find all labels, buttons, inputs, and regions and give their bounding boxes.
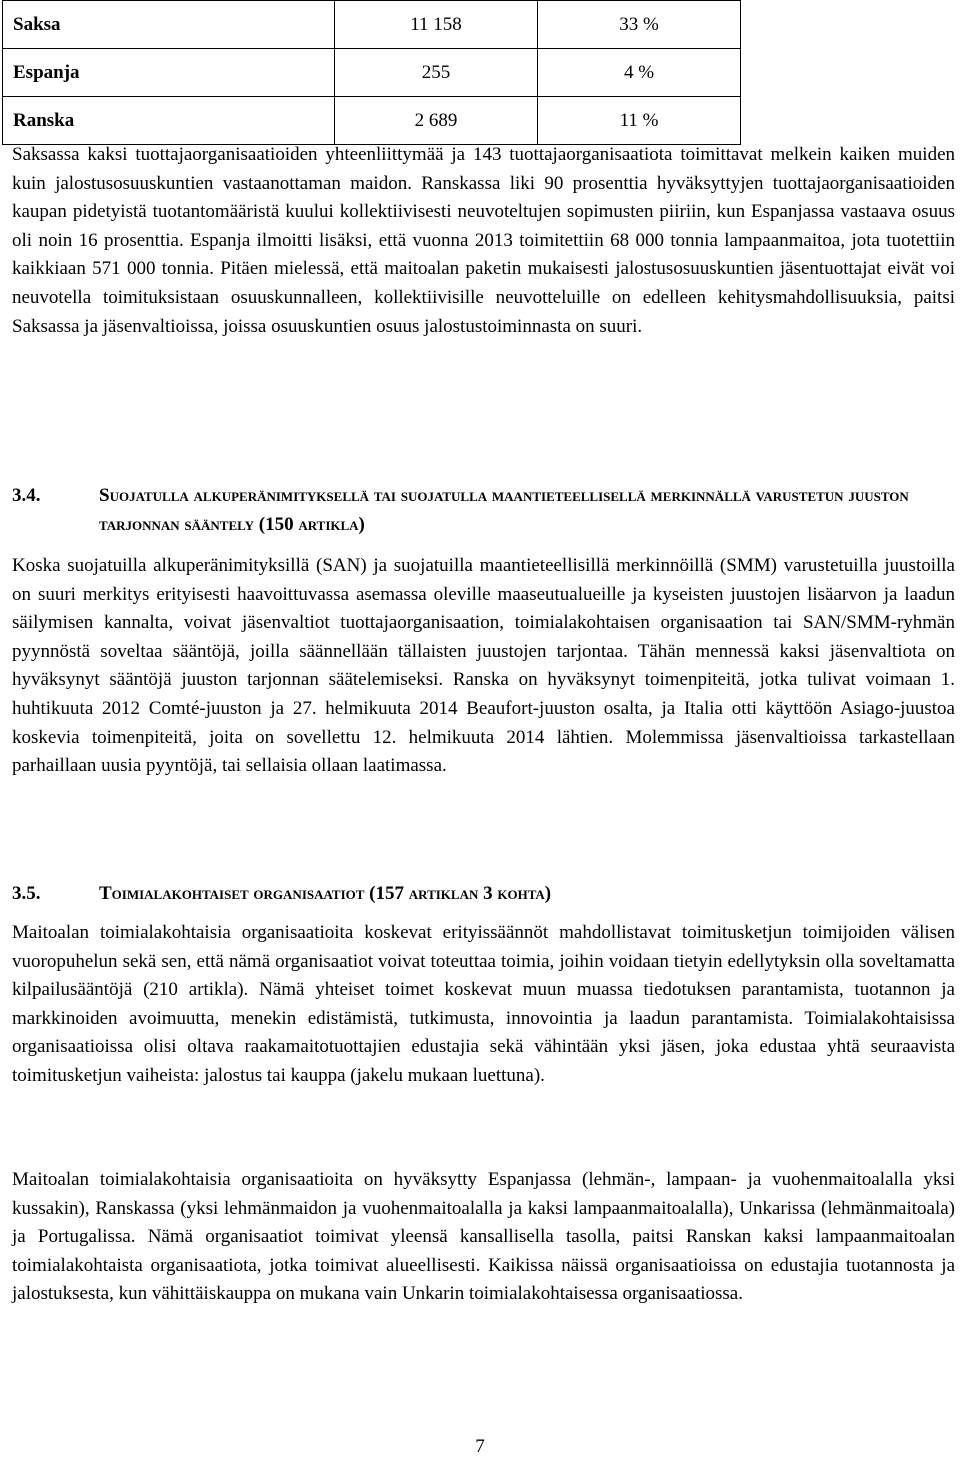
country-statistics-table xyxy=(2,0,741,145)
table-row xyxy=(3,49,741,97)
paragraph-interbranch-recognised: Maitoalan toimialakohtaisia organisaatioita on hyväksytty Espanjassa (lehmän-, lampaan- ja vuohenmaitoalalla yksi kussakin), Ranskassa (yksi lehmänmaidon ja vuohenmaitoalalla ja kaksi lampaanmaitoalalla), Unkarissa (lehmänmaitoala) ja Portugalissa. Nämä organisaatiot toimivat yleensä kansallisella tasolla, paitsi Ranskan kaksi lampaanmaitoalan toimialakohtaista organisaatiota, jotka toimivat alueellisesti. Kaikissa näissä organisaatioissa on edustajia tuotannosta ja jalostuksesta, kun vähittäiskauppa on mukana vain Unkarin toimialakohtaisessa organisaatiossa. xyxy=(12,1169,955,1305)
count-cell: 11 158 xyxy=(335,1,538,49)
count-cell: 255 xyxy=(335,49,538,97)
paragraph-cheese-supply: Koska suojatuilla alkuperänimityksillä (SAN) ja suojatuilla maantieteellisillä merkinnöillä (SMM) varustetuilla juustoilla on suuri merkitys erityisesti haavoittuvassa asemassa oleville maaseutualueille ja kyseisten juustojen lisäarvon ja laadun säilymisen kannalta, voivat jäsenvaltiot tuottajaorganisaation, toimialakohtaisen organisaation tai SAN/SMM-ryhmän pyynnöstä soveltaa sääntöjä, joilla säännellään tällaisten juustojen tarjontaa. Tähän mennessä kaksi jäsenvaltiota on hyväksynyt sääntöjä juuston tarjonnan säätelemiseksi. Ranska on hyväksynyt toimenpiteitä, jotka tulivat voimaan 1. huhtikuuta 2012 Comté-juuston ja 27. helmikuuta 2014 Beaufort-juuston osalta, ja Italia otti käyttöön Asiago-juustoa koskevia toimenpiteitä, joita on sovellettu 12. helmikuuta 2014 lähtien. Molemmissa jäsenvaltioissa tarkastellaan parhaillaan uusia pyyntöjä, tai sellaisia ollaan laatimassa. xyxy=(12,555,955,777)
percent-cell: 33 % xyxy=(538,1,741,49)
section-title: Suojatulla alkuperänimityksellä tai suojatulla maantieteellisellä merkinnällä varustetun juuston tarjonnan sääntely (150 artikla) xyxy=(99,485,909,535)
table-row xyxy=(3,97,741,145)
country-cell: Espanja xyxy=(3,49,335,97)
country-cell: Ranska xyxy=(3,97,335,145)
paragraph-producer-organisations: Saksassa kaksi tuottajaorganisaatioiden yhteenliittymää ja 143 tuottajaorganisaatiota toimittavat melkein kaiken muiden kuin jalostusosuuskuntien vastaanottaman maidon. Ranskassa liki 90 prosenttia hyväksyttyjen tuottajaorganisaatioiden kaupan pidetyistä tuotantomääristä kuului kollektiivisesti neuvoteltujen sopimusten piiriin, kun Espanjassa vastaava osuus oli noin 16 prosenttia. Espanja ilmoitti lisäksi, että vuonna 2013 toimitettiin 68 000 tonnia lampaanmaitoa, jota tuotettiin kaikkiaan 571 000 tonnia. Pitäen mielessä, että maitoalan paketin mukaisesti jalostusosuuskuntien jäsentuottajat eivät voi neuvotella toimituksistaan osuuskunnalleen, kollektiivisille neuvotteluille on edelleen kehitysmahdollisuuksia, paitsi Saksassa ja jäsenvaltioissa, joissa osuuskuntien osuus jalostustoiminnasta on suuri. xyxy=(12,144,955,337)
section-heading-3-5 xyxy=(12,879,955,908)
section-heading-3-4 xyxy=(12,481,955,539)
section-title: Toimialakohtaiset organisaatiot (157 artiklan 3 kohta) xyxy=(99,883,552,904)
section-number: 3.5. xyxy=(12,883,41,904)
count-cell: 2 689 xyxy=(335,97,538,145)
percent-cell: 4 % xyxy=(538,49,741,97)
paragraph-interbranch-rules: Maitoalan toimialakohtaisia organisaatioita koskevat erityissäännöt mahdollistavat toimitusketjun toimijoiden välisen vuoropuhelun sekä sen, että nämä organisaatiot voivat toteuttaa toimia, joihin voidaan tietyin edellytyksin olla soveltamatta kilpailusääntöjä (210 artikla). Nämä yhteiset toimet koskevat muun muassa tiedotuksen parantamista, tuotannon ja markkinoiden avoimuutta, menekin edistämistä, tutkimusta, innovointia ja laadun parantamista. Toimialakohtaisissa organisaatioissa olisi oltava raakamaitotuottajien edustajia sekä vähintään yksi jäsen, joka edustaa yhtä seuraavista toimitusketjun vaiheista: jalostus tai kauppa (jakelu mukaan luettuna). xyxy=(12,922,955,1086)
percent-cell: 11 % xyxy=(538,97,741,145)
table-row xyxy=(3,1,741,49)
section-number: 3.4. xyxy=(12,485,41,506)
country-cell: Saksa xyxy=(3,1,335,49)
page-number: 7 xyxy=(475,1436,485,1457)
